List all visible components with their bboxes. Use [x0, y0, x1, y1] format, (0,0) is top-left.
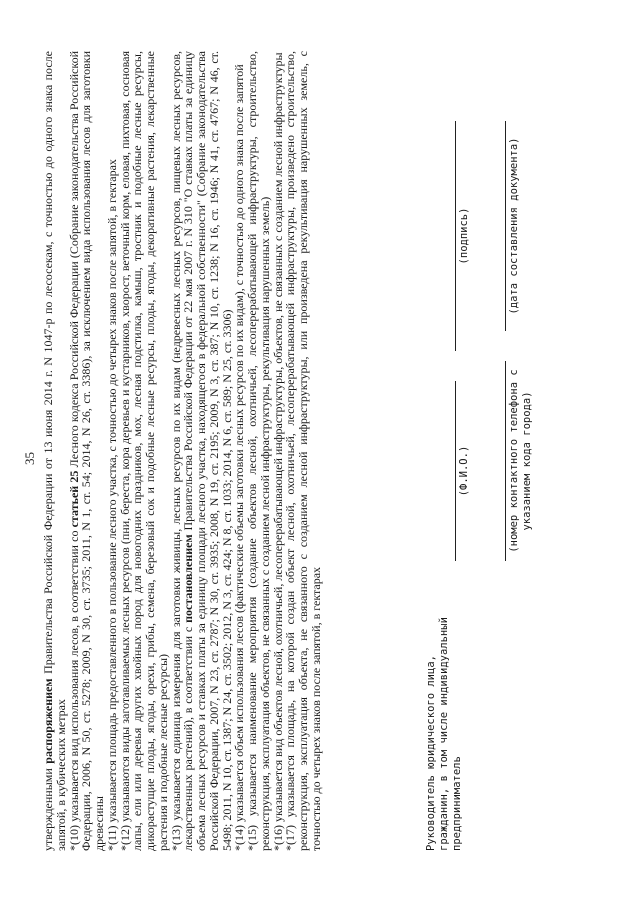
signature-caption: (подпись): [458, 207, 470, 265]
footnote-paragraph: [170, 51, 234, 851]
footnote-paragraph: [42, 51, 68, 851]
signature-line: [455, 121, 456, 351]
footnote-text: *(11) указывается площадь предоставленного в пользование лесного участка, с точностью до четырех знаков после запятой, в гектарах: [104, 159, 119, 851]
footnote-paragraph: [68, 51, 106, 851]
phone-line: [505, 361, 506, 561]
footnote-text: *(17) указывается площадь, на которой создан объект лесной, охотничьей, лесоперерабатывающей инфраструктуры, произведено строительство, реконструкция, эксплуатация объекта, не связанного с созданием лесной инфраструктуры, или произведена рекультивация нарушенных земель, с точностью до четырех знаков после запятой, в гектарах: [283, 51, 323, 851]
phone-caption: (номер контактного телефона с указанием кода города): [508, 369, 533, 553]
footnote-text: Правительства Российской Федерации от 13 июня 2014 г. N 1047-р по лесосекам, с точностью до одного знака после запятой, в кубических метрах: [41, 51, 68, 851]
footnote-paragraph: [284, 51, 322, 851]
footnote-text: утвержденными: [41, 763, 55, 851]
footnote-paragraph: [246, 51, 272, 851]
signature-block: [425, 41, 595, 851]
date-caption: (дата составления документа): [508, 137, 520, 315]
legal-reference: распоряжением: [41, 678, 55, 764]
footnote-text: *(15) указывается наименование мероприятия (создание объектов лесной, охотничьей, лесоперерабатывающей инфраструктуры, строительство, реконструкция, эксплуатация объектов, не связанных с созданием лесной инфраструктуры, рекультивация нарушенных земель): [245, 51, 272, 851]
footnote-text: *(14) указывается объем использования лесов (фактические объемы заготовки лесных ресурсов по их видам), с точностью до одного знака после запятой: [232, 64, 247, 851]
page-number: 35: [22, 452, 37, 465]
legal-reference: статьей 25: [66, 470, 81, 528]
fio-caption: (Ф.И.О.): [458, 445, 470, 497]
legal-reference: постановлением: [181, 534, 196, 623]
fio-line: [455, 381, 456, 561]
footnote-text: Правительства Российской Федерации от 22 мая 2007 г. N 310 "О ставках платы за единицу объема лесных ресурсов и ставках платы за единицу площади лесного участка, находящегося в федеральной собственности" (Собрание законодательства Российской Федерации, 2007, N 23, ст. 2787; N 30, ст. 3935; 2008, N 19, ст. 2195; 2009, N 3, ст. 387; N 10, ст. 1238; N 16, ст. 1946; N 41, ст. 4767; N 46, ст. 5498; 2011, N 10, ст. 1387; N 24, ст. 3502; 2012, N 3, ст. 424; N 8, ст. 1033; 2014, N 6, ст. 589; N 25, ст. 3306): [181, 50, 234, 851]
footnote-text: *(13) указывается единица измерения для заготовки живицы, лесных ресурсов по их видам (недревесных лесных ресурсов, пищевых лесных ресурсов, лекарственных растений), в соответствии с: [168, 51, 196, 851]
signatory-heading: Руководитель юридического лица, гражданин, в том числе индивидуальный предприниматель: [425, 617, 463, 851]
footnote-text: *(10) указывается вид использования лесов, в соответствии со: [66, 527, 81, 851]
footnote-text: *(12) указываются виды заготавливаемых лесных ресурсов (пни, береста, кора деревьев и кустарников, хворост, веточный корм, еловая, пихтовая, сосновая лапы, ели или деревья других хвойных пород для новогодних праздников, мох, лесная подстилка, камыш, тростник и подобные лесные ресурсы, дикорастущие плоды, ягоды, орехи, грибы, семена, березовый сок и подобные лесные ресурсы, плоды, ягоды, декоративные растения, лекарственные растения и подобные лесные ресурсы): [117, 51, 170, 851]
footnotes-text: [42, 51, 323, 851]
footnote-paragraph: [119, 51, 170, 851]
date-line: [505, 121, 506, 331]
footnote-text: Лесного кодекса Российской Федерации (Собрание законодательства Российской Федерации, 2006, N 50, ст. 5278; 2009, N 30, ст. 3735; 2011, N 1, ст. 54; 2014, N 26, ст. 3386), за исключением вида использования лесов для заготовки древесины: [66, 51, 106, 851]
footnote-text: *(16) указывается вид объектов лесной, охотничьей, лесоперерабатывающей инфраструктуры, объектов, не связанных с созданием лесной инфраструктуры: [270, 52, 285, 851]
